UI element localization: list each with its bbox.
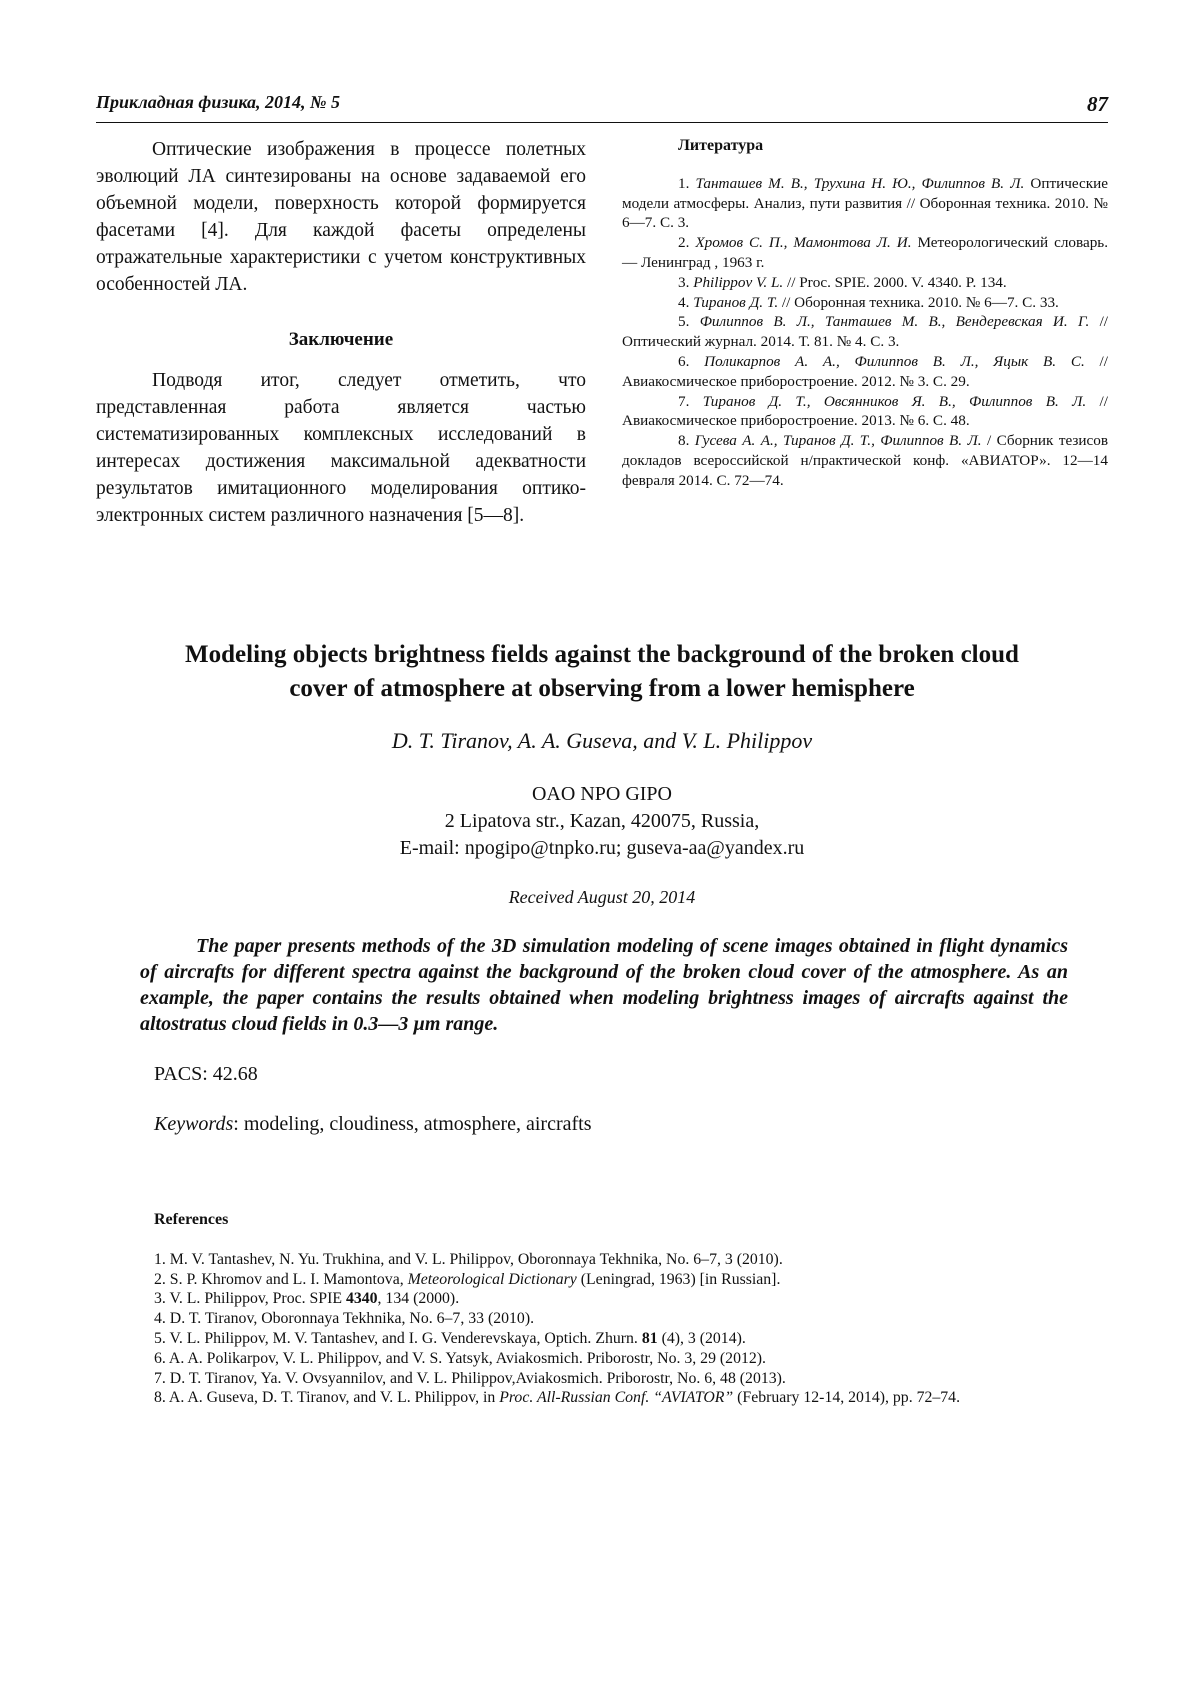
ref-text: Оптические модели атмосферы. Анализ, пути развития // Оборонная техника. 2010. № 6—7. С. 3. [622, 174, 1109, 232]
ref-text: , 134 (2000). [377, 1290, 460, 1308]
ref-text: // Авиакосмическое приборостроение. 2012. № 3. С. 29. [622, 352, 1108, 390]
keywords-label: Keywords [154, 1113, 234, 1135]
ref-text: // Оптический журнал. 2014. Т. 81. № 4. С. 3. [622, 313, 1109, 351]
ref-text: Метеорологический словарь. — Ленинград , 1963 г. [622, 234, 1109, 271]
literature-heading: Литература [678, 137, 764, 154]
reference-item [622, 392, 1108, 432]
running-header [96, 92, 1108, 122]
ref-text: (4), 3 (2014). [657, 1329, 746, 1347]
body-paragraph: Оптические изображения в процессе полетных эволюций ЛА синтезированы на основе задаваемой его объемной модели, поверхность которой формируется фасетами [4]. Для каждой фасеты определены отражательные характеристики с учетом конструктивных особенностей ЛА. [96, 139, 586, 295]
reference-item [622, 312, 1108, 352]
affiliation [96, 781, 1108, 862]
ref-number: 8. [678, 432, 690, 450]
ref-text: // Авиакосмическое приборостроение. 2013. № 6. С. 48. [622, 392, 1108, 430]
ref-volume: 81 [641, 1329, 658, 1347]
reference-item: 6. A. A. Polikarpov, V. L. Philippov, and V. S. Yatsyk, Aviakosmich. Priborostr, No. 3, 29 (2012). [154, 1349, 766, 1367]
journal-title: Прикладная физика, 2014, № 5 [96, 92, 341, 112]
ref-authors: Филиппов В. Л., Танташев М. В., Вендеревская И. Г. [699, 313, 1090, 331]
reference-item: 7. D. T. Tiranov, Ya. V. Ovsyannilov, and V. L. Philippov,Aviakosmich. Priborostr, No. 6, 48 (2013). [154, 1369, 786, 1387]
reference-item [154, 1329, 1094, 1349]
keywords [154, 1113, 592, 1136]
reference-item [154, 1388, 1094, 1408]
ref-authors: Танташев М. В., Трухина Н. Ю., Филиппов В. Л. [695, 174, 1025, 192]
reference-item [622, 352, 1108, 392]
ref-text: (Leningrad, 1963) [in Russian]. [576, 1270, 781, 1288]
reference-item: 4. D. T. Tiranov, Oboronnaya Tekhnika, No. 6–7, 33 (2010). [154, 1310, 535, 1328]
abstract: The paper presents methods of the 3D simulation modeling of scene images obtained in flight dynamics of aircrafts for different spectra against the background of the broken cloud cover of the atmosphere. As an example, the paper contains the results obtained when modeling brightness images of aircrafts against the altostratus cloud fields in 0.3—3 µm range. [140, 935, 1068, 1035]
ref-authors: Philippov V. L. [693, 273, 784, 291]
authors: D. T. Tiranov, A. A. Guseva, and V. L. Philippov [391, 728, 813, 753]
ref-authors: Гусева А. А., Тиранов Д. Т., Филиппов В. Л. [694, 432, 982, 450]
ref-text: // Оборонная техника. 2010. № 6—7. С. 33. [781, 293, 1059, 311]
ref-text: 5. V. L. Philippov, M. V. Tantashev, and I. G. Venderevskaya, Optich. Zhurn. [154, 1329, 642, 1347]
ref-number: 5. [678, 313, 690, 331]
ref-conf-title: Proc. All-Russian Conf. “AVIATOR” [499, 1389, 734, 1407]
received-date: Received August 20, 2014 [508, 887, 696, 907]
right-column [622, 136, 1108, 491]
ref-number: 3. [678, 273, 690, 291]
reference-item [622, 293, 1108, 313]
reference-item [622, 174, 1108, 233]
ref-authors: Поликарпов А. А., Филиппов В. Л., Яцык В. С. [704, 352, 1085, 370]
ref-text: (February 12-14, 2014), pp. 72–74. [733, 1389, 961, 1407]
references-heading: References [154, 1211, 229, 1228]
ref-text: 3. V. L. Philippov, Proc. SPIE [154, 1290, 346, 1308]
page-number: 87 [1087, 92, 1108, 116]
header-rule [96, 122, 1108, 123]
ref-text: 2. S. P. Khromov and L. I. Mamontova, [154, 1270, 408, 1288]
ref-number: 1. [678, 174, 690, 192]
affiliation-org: OAO NPO GIPO [531, 783, 672, 805]
keywords-text: : modeling, cloudiness, atmosphere, aircrafts [233, 1113, 592, 1135]
ref-text: // Proc. SPIE. 2000. V. 4340. P. 134. [787, 273, 1007, 291]
ref-volume: 4340 [345, 1290, 378, 1308]
reference-item: 1. M. V. Tantashev, N. Yu. Trukhina, and V. L. Philippov, Oboronnaya Tekhnika, No. 6–7, 3 (2010). [154, 1250, 783, 1268]
ref-number: 2. [678, 234, 690, 252]
conclusion-heading: Заключение [288, 329, 394, 350]
ref-text: 8. A. A. Guseva, D. T. Tiranov, and V. L. Philippov, in [154, 1389, 500, 1407]
references-english [154, 1210, 1094, 1408]
reference-item [622, 233, 1108, 273]
left-column [96, 136, 586, 529]
ref-authors: Хромов С. П., Мамонтова Л. И. [695, 234, 912, 252]
body-paragraph: Подводя итог, следует отметить, что представленная работа является частью систематизированных комплексных исследований в интересах достижения максимальной адекватности результатов имитационного моделирования оптико-электронных систем различного назначения [5—8]. [96, 370, 586, 526]
reference-item [622, 273, 1108, 293]
ref-authors: Тиранов Д. Т. [693, 293, 779, 311]
reference-item [154, 1270, 1094, 1290]
pacs: PACS: 42.68 [154, 1063, 258, 1085]
title-line: cover of atmosphere at observing from a lower hemisphere [289, 675, 915, 702]
ref-authors: Тиранов Д. Т., Овсянников Я. В., Филиппов В. Л. [702, 392, 1087, 410]
ref-number: 7. [678, 392, 690, 410]
affiliation-address: 2 Lipatova str., Kazan, 420075, Russia, [444, 810, 760, 832]
affiliation-email: E-mail: npogipo@tnpko.ru; guseva-aa@yandex.ru [399, 837, 805, 859]
ref-number: 6. [678, 352, 690, 370]
reference-item [154, 1289, 1094, 1309]
reference-item [622, 431, 1108, 490]
ref-text: / Сборник тезисов докладов всероссийской н/практической конф. «АВИАТОР». 12—14 февраля 2014. С. 72—74. [622, 432, 1109, 489]
title-line: Modeling objects brightness fields against the background of the broken cloud [185, 641, 1019, 668]
english-title [96, 638, 1108, 706]
ref-book-title: Meteorological Dictionary [407, 1270, 577, 1288]
ref-number: 4. [678, 293, 690, 311]
